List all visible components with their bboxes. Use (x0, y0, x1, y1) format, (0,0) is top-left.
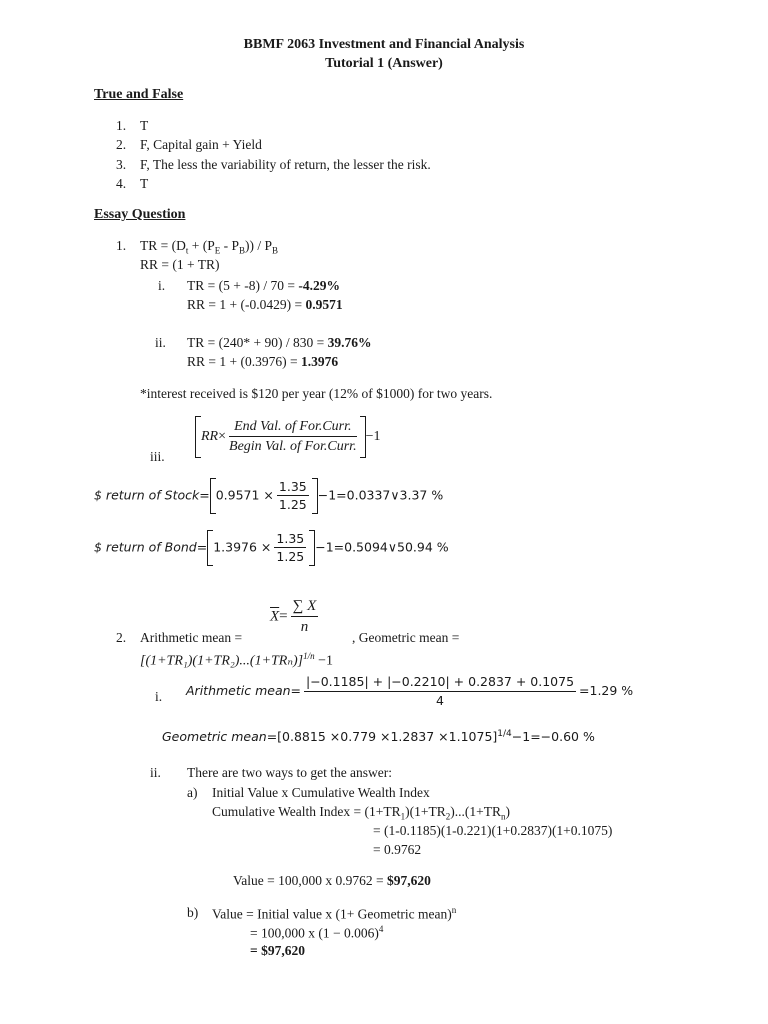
list-item-number: 2. (116, 137, 127, 152)
list-item-number: 1. (116, 118, 127, 133)
currency-formula: RR× $\frac{\text{End Val. of For.Curr.}}{\text{Begin Val. of For.Curr.}}$ −1 (195, 416, 381, 458)
geometric-mean-calc: Geometric mean=[0.8815 ×0.779 ×1.2837 ×1.1075]$^{1/4}$−1=−0.60 % (162, 729, 595, 745)
value-result-b: = $97,620 (250, 943, 305, 958)
document-title: BBMF 2063 Investment and Financial Analysis (243, 37, 525, 52)
geometric-mean-label: , Geometric mean = (352, 630, 460, 645)
roman-label: ii. (155, 335, 166, 350)
list-item-text: T (140, 176, 149, 191)
list-item-text: T (140, 118, 149, 133)
arithmetic-mean-calc: Arithmetic mean= $\frac{|-0.1185| + |-0.2210| + 0.2837 + 0.1075}{4}$ =1.29 % (186, 674, 634, 708)
cwi-formula: Cumulative Wealth Index = $(1+TR_1)(1+TR_2)...(1+TR_n)$ (212, 804, 510, 822)
method-text: Initial Value x Cumulative Wealth Index (212, 785, 430, 800)
question-number: 1. (116, 238, 127, 253)
value-line-a: Value = 100,000 x 0.9762 = $97,620 (233, 873, 431, 888)
question-number: 2. (116, 630, 127, 645)
method-text: Value = Initial value x (1+ Geometric mean)$^n$ (212, 905, 457, 922)
mean-formula: $\overline{X}=$ $\frac{\sum X}{n}$ (270, 598, 317, 635)
roman-label: ii. (150, 765, 161, 780)
section-heading-essay: Essay Question (94, 207, 186, 222)
calc-line: TR = (240* + 90) / 830 = 39.76% (187, 335, 372, 350)
bond-return-formula: $ return of Bond= 1.3976 × $\frac{1.35}{1.25}$ −1=0.5094∨50.94 % (94, 530, 449, 564)
list-item-number: 4. (116, 176, 127, 191)
rr-formula: RR = (1 + TR) (140, 257, 220, 272)
calc-line: TR = (5 + -8) / 70 = -4.29% (187, 278, 340, 293)
cwi-calc: = (1-0.1185)(1-0.221)(1+0.2837)(1+0.1075) (373, 823, 613, 838)
stock-return-formula: $ return of Stock= 0.9571 × $\frac{1.35}{1.25}$ −1=0.0337∨3.37 % (94, 478, 444, 512)
sub-label: a) (187, 785, 198, 800)
tr-formula: TR = $(D_t + (P_E - P_B)) / P_B$ (140, 238, 279, 256)
sub-label: b) (187, 905, 199, 920)
list-item-number: 3. (116, 157, 127, 172)
roman-label: i. (158, 278, 166, 293)
cwi-result: = 0.9762 (373, 842, 422, 857)
document-subtitle: Tutorial 1 (Answer) (325, 56, 443, 71)
footnote: *interest received is $120 per year (12% of $1000) for two years. (140, 386, 493, 401)
list-item-text: F, The less the variability of return, the lesser the risk. (140, 157, 431, 172)
calc-line: RR = 1 + (0.3976) = 1.3976 (187, 354, 339, 369)
section-heading-true-false: True and False (94, 87, 184, 102)
roman-label: i. (155, 689, 163, 704)
arithmetic-mean-label: Arithmetic mean = (140, 630, 243, 645)
geometric-mean-formula: $[(1+TR_1)(1+TR_2)...(1+TR_n)]^{1/n} -1$ (140, 651, 334, 669)
value-calc-b: = 100,000 x $(1 - 0.006)^4$ (250, 924, 384, 941)
calc-line: RR = 1 + (-0.0429) = 0.9571 (187, 297, 343, 312)
intro-text: There are two ways to get the answer: (187, 765, 393, 780)
list-item-text: F, Capital gain + Yield (140, 137, 262, 152)
roman-label: iii. (150, 449, 165, 464)
